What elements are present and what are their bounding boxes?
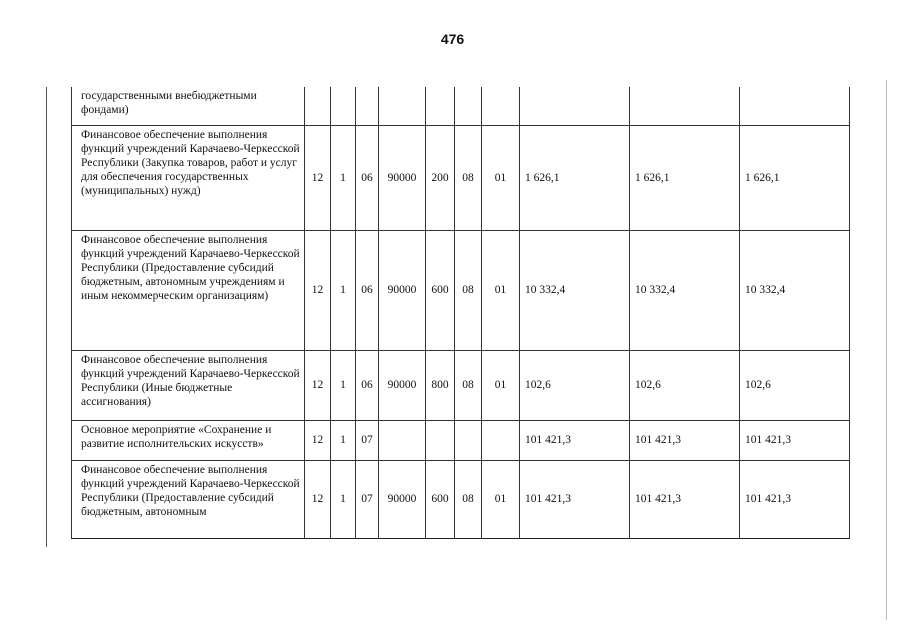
cell-code-6: 08 [455,125,482,230]
cell-code-2 [331,87,356,125]
cell-description: Финансовое обеспечение выполнения функций учреждений Карачаево-Черкесской Республики (Предоставление субсидий бюджетным, автономным [72,460,305,538]
cell-code-2: 1 [331,230,356,350]
table-row [72,460,850,538]
cell-code-5: 200 [426,125,455,230]
left-margin-line [46,87,47,547]
cell-code-4: 90000 [379,125,426,230]
cell-code-2: 1 [331,460,356,538]
cell-amount-3: 10 332,4 [740,230,850,350]
cell-amount-1: 101 421,3 [520,420,630,460]
table-row [72,420,850,460]
cell-code-2: 1 [331,350,356,420]
cell-amount-2: 1 626,1 [630,125,740,230]
cell-code-2: 1 [331,420,356,460]
cell-code-6: 08 [455,230,482,350]
cell-amount-2: 101 421,3 [630,420,740,460]
table-body [72,87,850,538]
right-margin-line [886,80,887,620]
cell-amount-1: 10 332,4 [520,230,630,350]
cell-code-7: 01 [482,460,520,538]
cell-code-6: 08 [455,460,482,538]
cell-code-7 [482,420,520,460]
table-row [72,350,850,420]
cell-amount-3: 102,6 [740,350,850,420]
cell-code-7: 01 [482,350,520,420]
cell-code-4: 90000 [379,460,426,538]
cell-code-5: 600 [426,230,455,350]
cell-description: Финансовое обеспечение выполнения функций учреждений Карачаево-Черкесской Республики (Иные бюджетные ассигнования) [72,350,305,420]
table-row [72,230,850,350]
cell-code-5 [426,87,455,125]
cell-code-1: 12 [305,460,331,538]
table-row [72,87,850,125]
cell-code-3: 07 [356,460,379,538]
cell-code-3: 07 [356,420,379,460]
cell-code-5: 800 [426,350,455,420]
cell-description: Финансовое обеспечение выполнения функций учреждений Карачаево-Черкесской Республики (Закупка товаров, работ и услуг для обеспечения государственных (муниципальных) нужд) [72,125,305,230]
cell-code-6 [455,87,482,125]
cell-amount-3: 101 421,3 [740,460,850,538]
cell-code-3: 06 [356,230,379,350]
cell-code-6: 08 [455,350,482,420]
cell-code-7: 01 [482,125,520,230]
cell-code-7 [482,87,520,125]
cell-amount-2 [630,87,740,125]
cell-description: Финансовое обеспечение выполнения функций учреждений Карачаево-Черкесской Республики (Предоставление субсидий бюджетным, автономным учреждениям и иным некоммерческим организациям) [72,230,305,350]
cell-code-3 [356,87,379,125]
cell-code-3: 06 [356,350,379,420]
cell-code-4: 90000 [379,230,426,350]
cell-code-7: 01 [482,230,520,350]
cell-amount-1 [520,87,630,125]
cell-amount-3: 101 421,3 [740,420,850,460]
cell-code-1: 12 [305,420,331,460]
cell-amount-2: 10 332,4 [630,230,740,350]
cell-description: государственными внебюджетными фондами) [72,87,305,125]
cell-amount-1: 101 421,3 [520,460,630,538]
cell-amount-3 [740,87,850,125]
cell-amount-1: 102,6 [520,350,630,420]
cell-code-1: 12 [305,125,331,230]
cell-description: Основное мероприятие «Сохранение и развитие исполнительских искусств» [72,420,305,460]
table-row [72,125,850,230]
cell-code-3: 06 [356,125,379,230]
cell-code-5: 600 [426,460,455,538]
cell-amount-2: 101 421,3 [630,460,740,538]
cell-code-4: 90000 [379,350,426,420]
cell-code-4 [379,87,426,125]
cell-amount-1: 1 626,1 [520,125,630,230]
cell-code-1 [305,87,331,125]
cell-code-1: 12 [305,230,331,350]
cell-amount-3: 1 626,1 [740,125,850,230]
cell-code-2: 1 [331,125,356,230]
page-number: 476 [440,31,465,47]
cell-code-5 [426,420,455,460]
budget-table [71,87,850,539]
cell-code-1: 12 [305,350,331,420]
cell-code-6 [455,420,482,460]
cell-amount-2: 102,6 [630,350,740,420]
cell-code-4 [379,420,426,460]
